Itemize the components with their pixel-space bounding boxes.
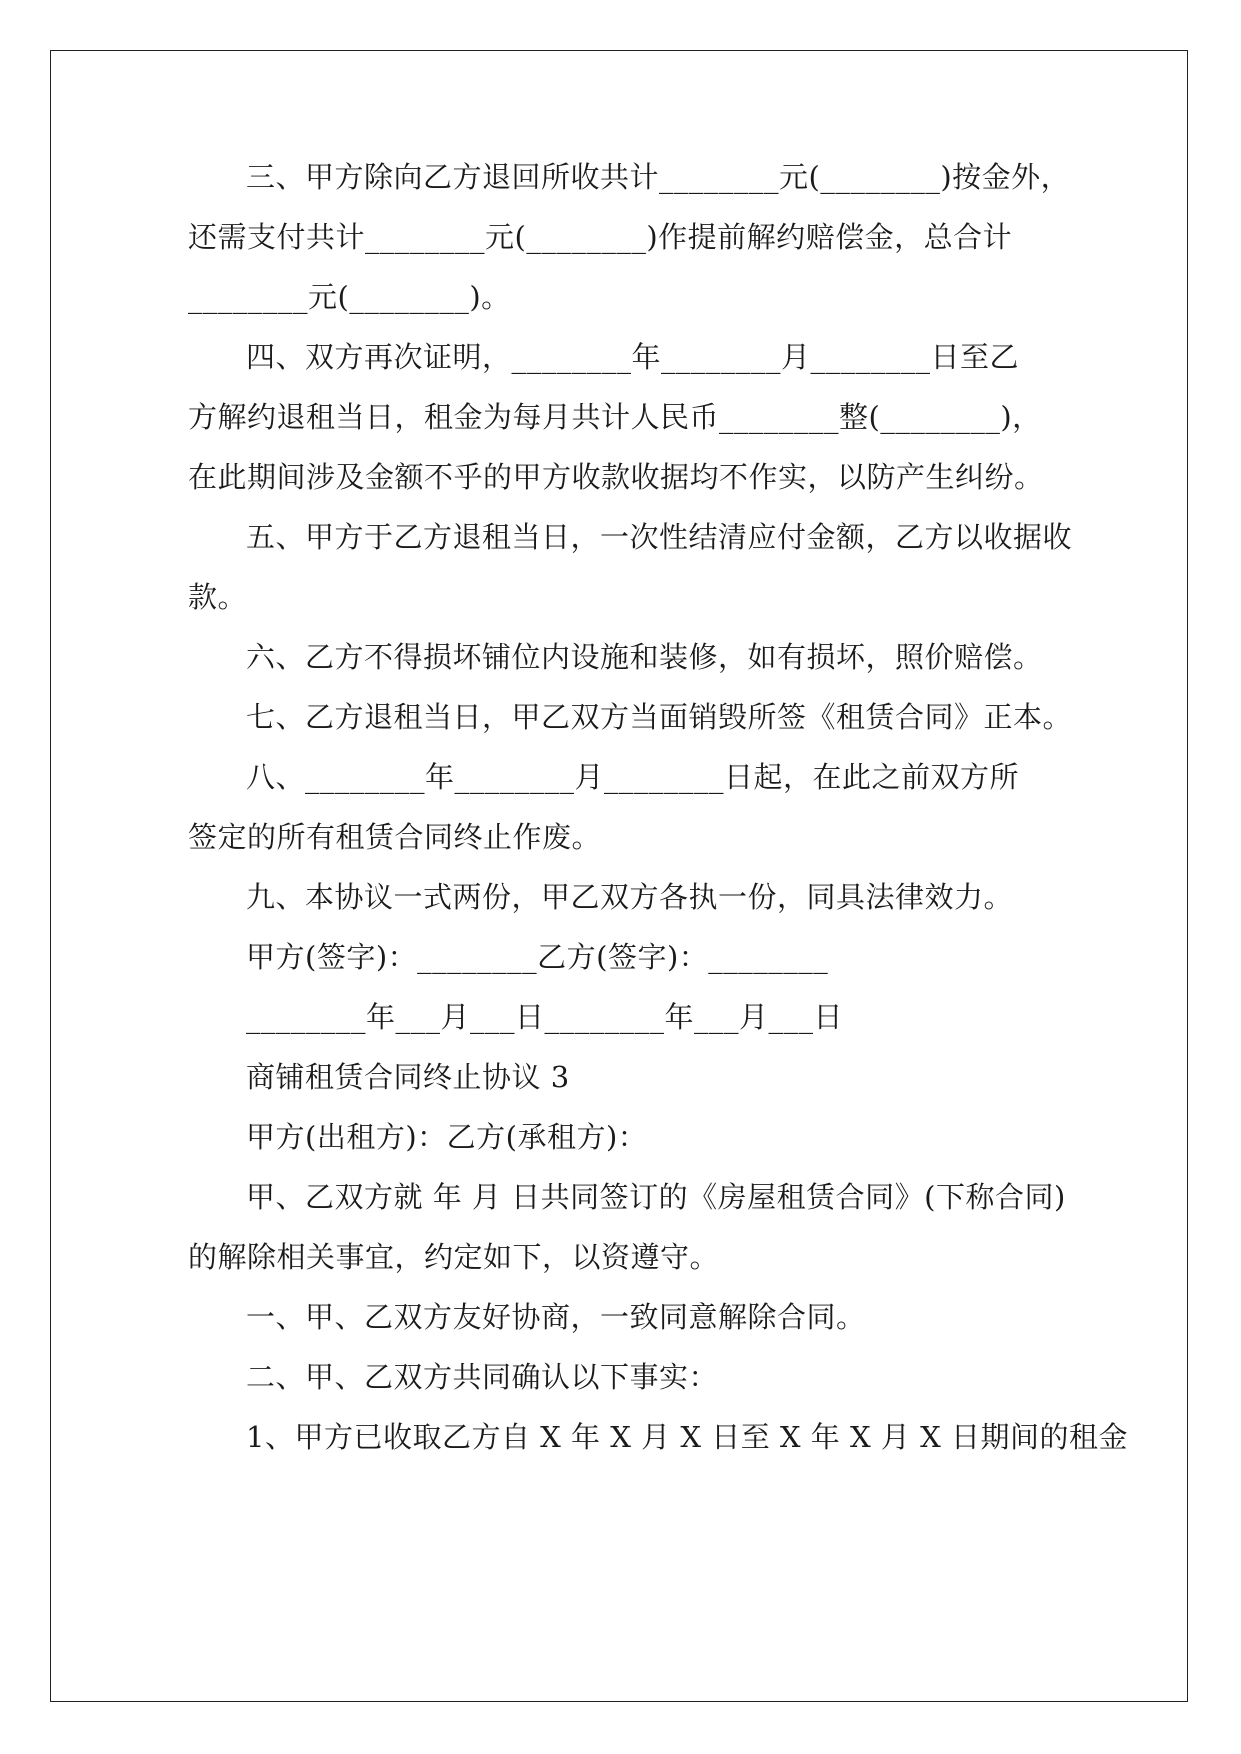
clause-4-line-1: 四、双方再次证明，________年________月________日至乙 [246, 340, 1020, 374]
article-2: 二、甲、乙双方共同确认以下事实： [246, 1360, 719, 1394]
article-1: 一、甲、乙双方友好协商，一致同意解除合同。 [246, 1300, 866, 1334]
clause-4-line-2: 方解约退租当日，租金为每月共计人民币________整(________)， [188, 400, 1042, 434]
section-title: 商铺租赁合同终止协议 3 [246, 1060, 570, 1094]
clause-9: 九、本协议一式两份，甲乙双方各执一份，同具法律效力。 [246, 880, 1014, 914]
clause-3-line-2: 还需支付共计________元(________)作提前解约赔偿金，总合计 [188, 220, 1013, 254]
preamble-line-2: 的解除相关事宜，约定如下，以资遵守。 [188, 1240, 720, 1274]
clause-4-line-3: 在此期间涉及金额不乎的甲方收款收据均不作实，以防产生纠纷。 [188, 460, 1044, 494]
signature-date-line: ________年___月___日________年___月___日 [246, 1000, 844, 1034]
clause-5-line-2: 款。 [188, 580, 248, 614]
parties-line: 甲方(出租方)：乙方(承租方)： [246, 1120, 648, 1154]
clause-3-line-1: 三、甲方除向乙方退回所收共计________元(________)按金外， [246, 160, 1071, 194]
signature-line: 甲方(签字)：________乙方(签字)：________ [246, 940, 829, 974]
clause-8-line-1: 八、________年________月________日起，在此之前双方所 [246, 760, 1020, 794]
preamble-line-1: 甲、乙双方就 年 月 日共同签订的《房屋租赁合同》(下称合同) [246, 1180, 1066, 1214]
clause-7: 七、乙方退租当日，甲乙双方当面销毁所签《租赁合同》正本。 [246, 700, 1073, 734]
clause-3-line-3: ________元(________)。 [188, 280, 511, 314]
article-2-item-1: 1、甲方已收取乙方自 X 年 X 月 X 日至 X 年 X 月 X 日期间的租金 [246, 1420, 1128, 1454]
clause-8-line-2: 签定的所有租赁合同终止作废。 [188, 820, 602, 854]
clause-6: 六、乙方不得损坏铺位内设施和装修，如有损坏，照价赔偿。 [246, 640, 1043, 674]
clause-5-line-1: 五、甲方于乙方退租当日，一次性结清应付金额，乙方以收据收 [246, 520, 1073, 554]
